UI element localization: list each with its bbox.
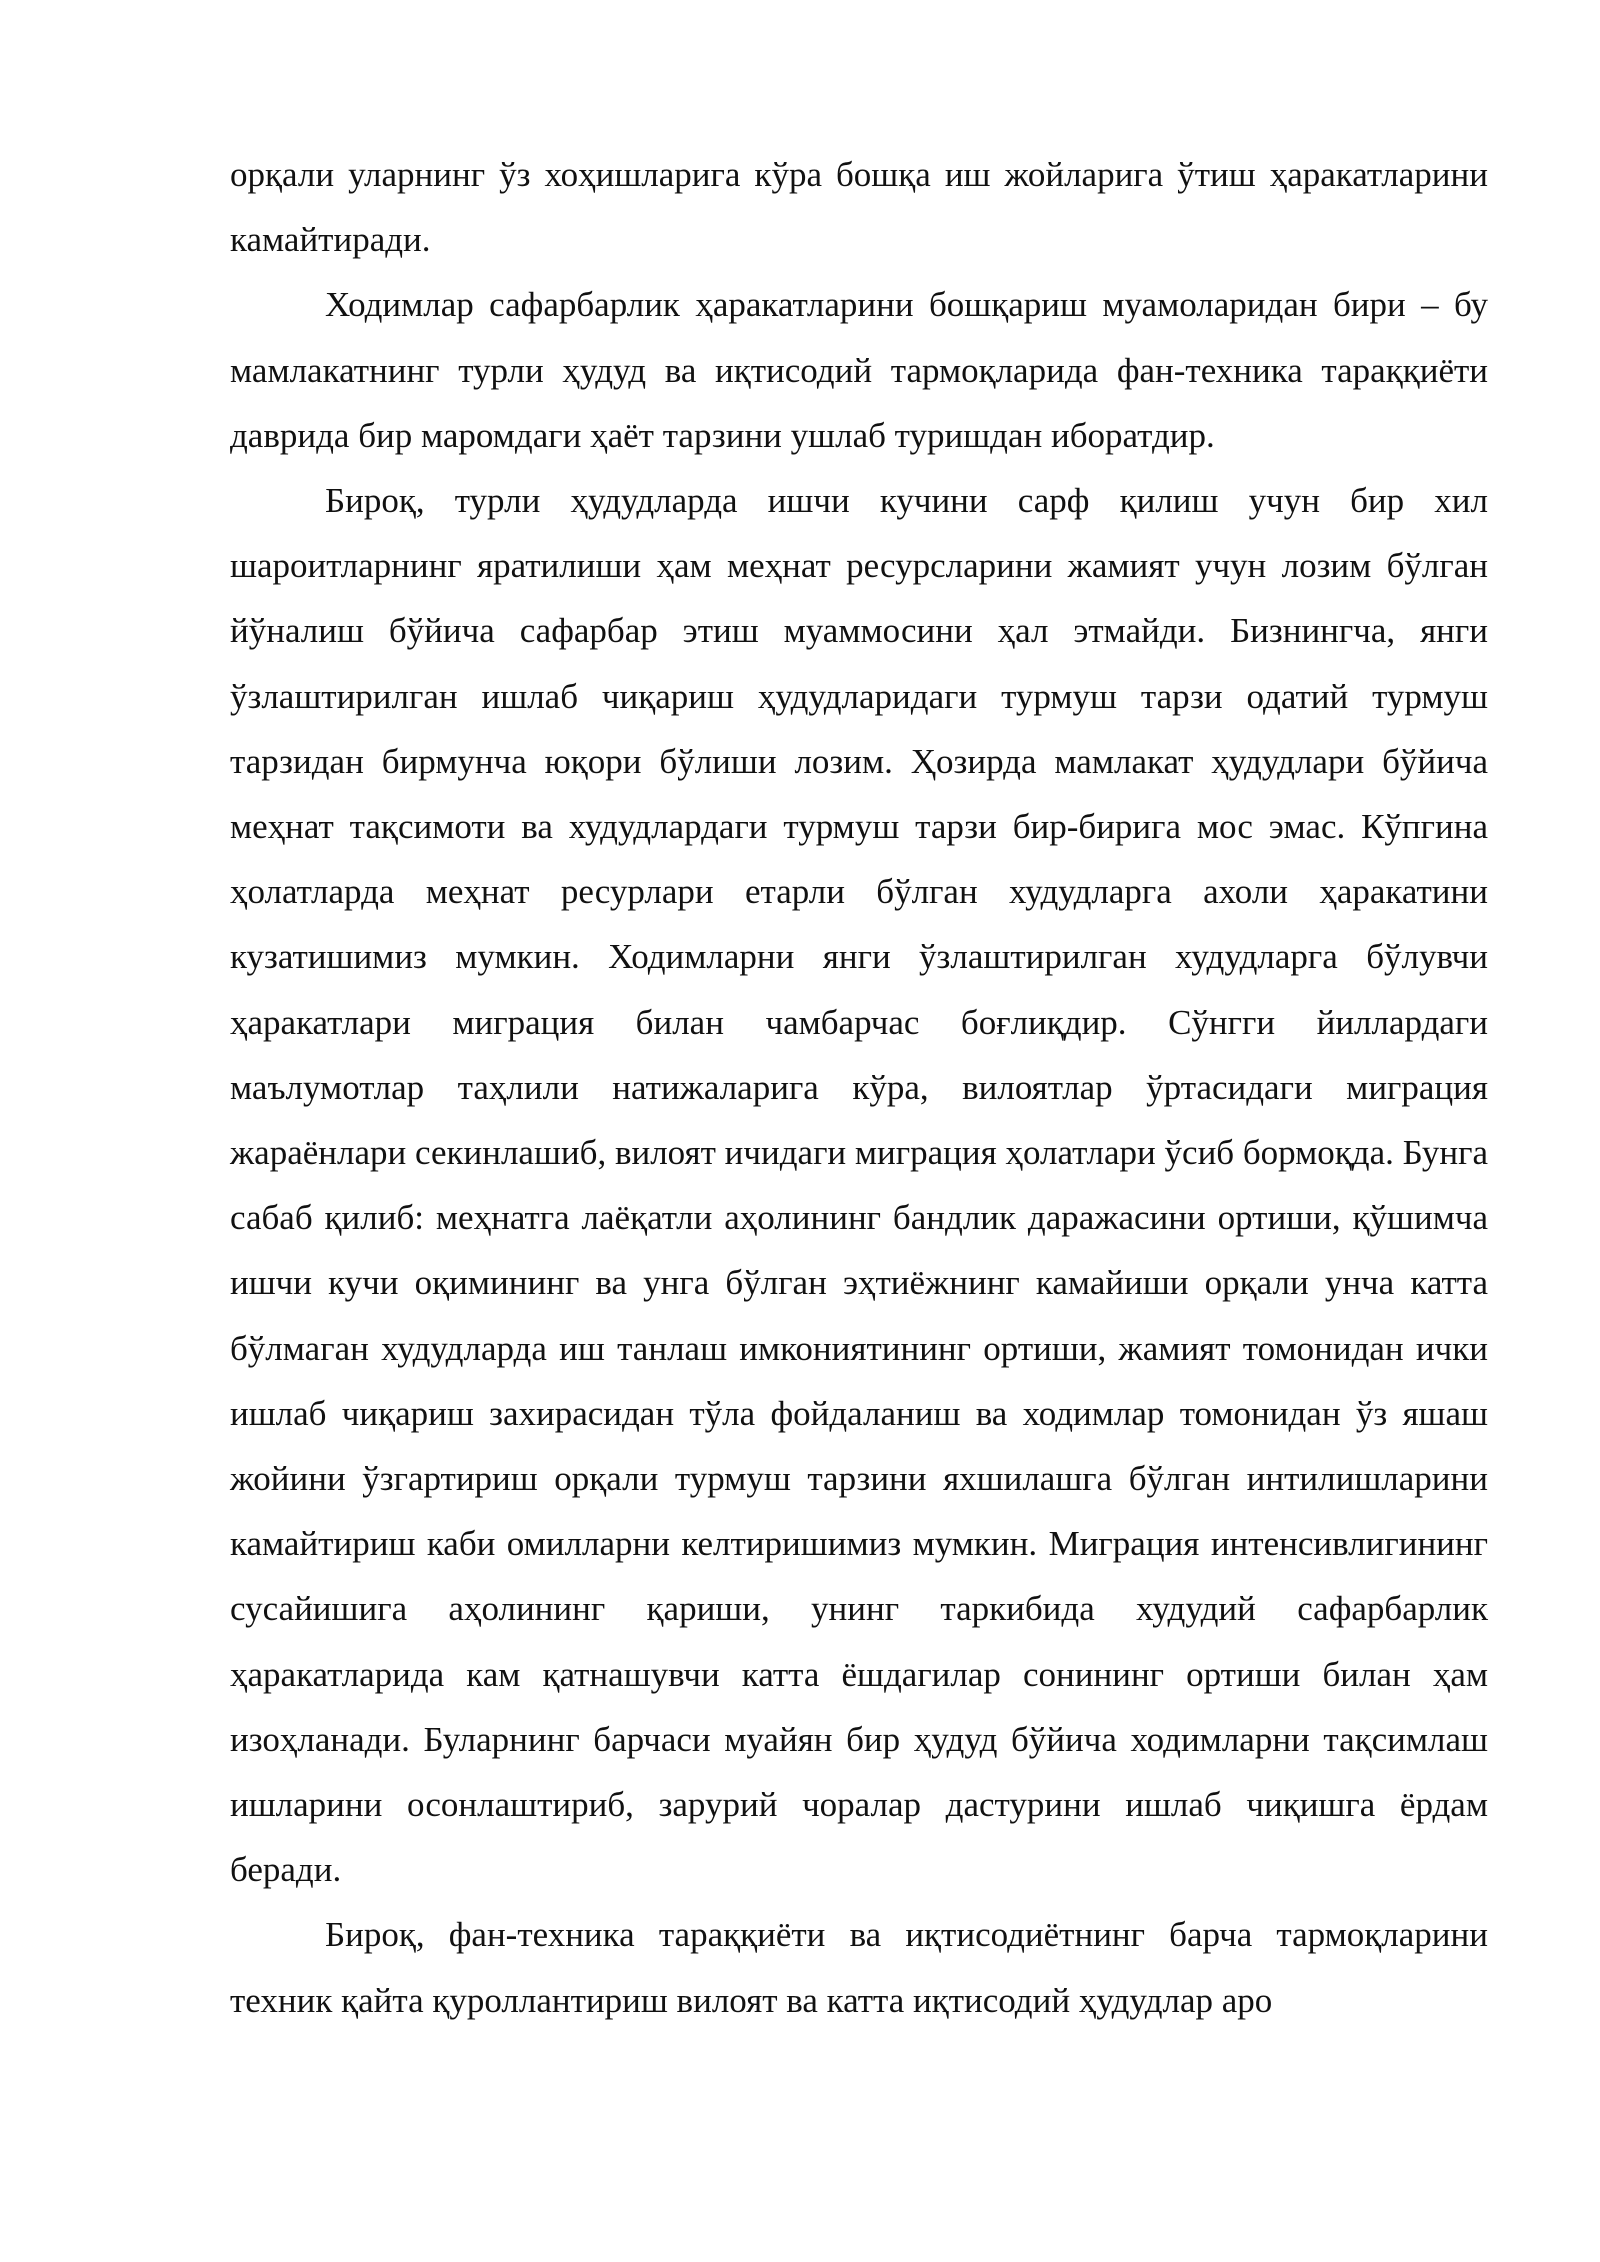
paragraph-mobility-problem: Ходимлар сафарбарлик ҳаракатларини бошқариш муамоларидан бири – бу мамлакатнинг турли ҳудуд ва иқтисодий тармоқларида фан-техника тараққиёти даврида бир маромдаги ҳаёт тарзини ушлаб туришдан иборатдир. xyxy=(230,285,1488,455)
paragraph-migration-analysis: Бироқ, турли ҳудудларда ишчи кучини сарф қилиш учун бир хил шароитларнинг яратилиши ҳам меҳнат ресурсларини жамият учун лозим бўлган йўналиш бўйича сафарбар этиш муаммосини ҳал этмайди. Бизнингча, янги ўзлаштирилган ишлаб чиқариш ҳудудларидаги турмуш тарзи одатий турмуш тарзидан бирмунча юқори бўлиши лозим. Ҳозирда мамлакат ҳудудлари бўйича меҳнат тақсимоти ва худудлардаги турмуш тарзи бир-бирига мос эмас. Кўпгина ҳолатларда меҳнат ресурлари етарли бўлган худудларга ахоли ҳаракатини кузатишимиз мумкин. Ходимларни янги ўзлаштирилган худудларга бўлувчи ҳаракатлари миграция билан чамбарчас боғлиқдир. Сўнгги йиллардаги маълумотлар таҳлили натижаларига кўра, вилоятлар ўртасидаги миграция жараёнлари секинлашиб, вилоят ичидаги миграция ҳолатлари ўсиб бормоқда. Бунга сабаб қилиб: меҳнатга лаёқатли аҳолининг бандлик даражасини ортиши, қўшимча ишчи кучи оқимининг ва унга бўлган эҳтиёжнинг камайиши орқали унча катта бўлмаган худудларда иш танлаш имкониятининг ортиши, жамият томонидан ички ишлаб чиқариш захирасидан тўла фойдаланиш ва ходимлар томонидан ўз яшаш жойини ўзгартириш орқали турмуш тарзини яхшилашга бўлган интилишларини камайтириш каби омилларни келтиришимиз мумкин. Миграция интенсивлигининг сусайишига аҳолининг қариши, унинг таркибида худудий сафарбарлик ҳаракатларида кам қатнашувчи катта ёшдагилар сонининг ортиши билан ҳам изоҳланади. Буларнинг барчаси муайян бир ҳудуд бўйича ходимларни тақсимлаш ишларини осонлаштириб, зарурий чоралар дастурини ишлаб чиқишга ёрдам беради. xyxy=(230,481,1488,1890)
paragraph-continuation: орқали уларнинг ўз хоҳишларига кўра бошқа иш жойларига ўтиш ҳаракатларини камайтиради. xyxy=(230,155,1488,260)
document-body xyxy=(230,142,1488,2033)
paragraph-technical-progress: Бироқ, фан-техника тараққиёти ва иқтисодиётнинг барча тармоқларини техник қайта қуроллантириш вилоят ва катта иқтисодий ҳудудлар аро xyxy=(230,1915,1488,2020)
